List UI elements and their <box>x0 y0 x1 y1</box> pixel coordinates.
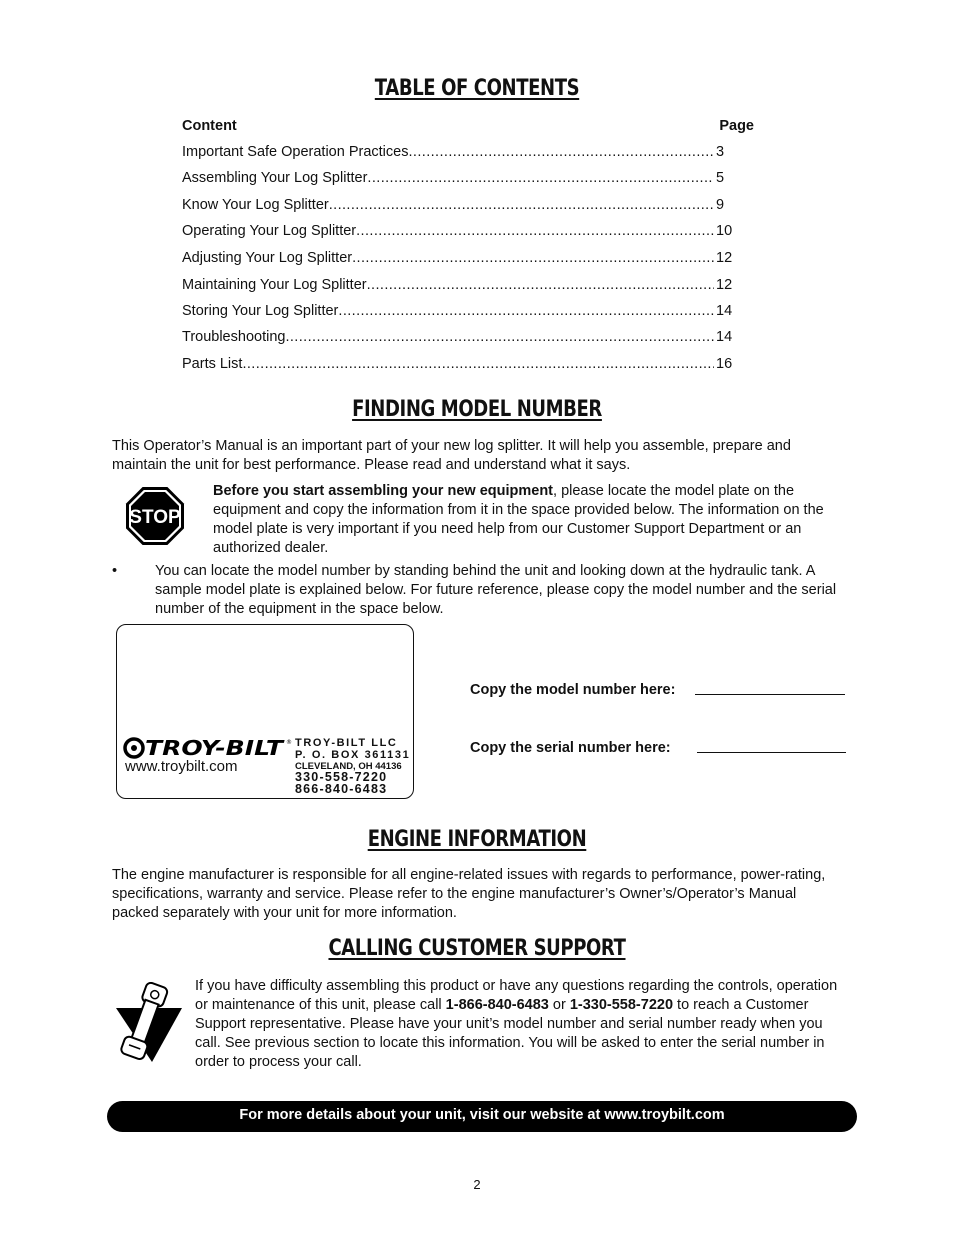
page-number: 2 <box>473 1177 481 1192</box>
toc-entry-title: Troubleshooting <box>182 329 286 345</box>
toc-leader <box>408 144 714 164</box>
toc-entry[interactable] <box>182 277 754 297</box>
toc-col-page: Page <box>719 118 754 134</box>
toc-entry[interactable] <box>182 303 754 323</box>
toc-entry[interactable] <box>182 329 754 349</box>
toc-entry-page: 3 <box>716 144 725 160</box>
toc-entry[interactable] <box>182 197 754 217</box>
toc-leader <box>338 303 714 323</box>
website-banner[interactable]: For more details about your unit, visit our website at www.troybilt.com <box>107 1101 857 1132</box>
stop-label: STOP <box>129 507 181 528</box>
plate-brand: TROY-BILT <box>145 737 285 759</box>
toc-entry[interactable] <box>182 250 754 270</box>
engine-heading: ENGINE INFORMATION <box>367 827 587 852</box>
svg-text:®: ® <box>286 739 292 746</box>
toc-heading: TABLE OF CONTENTS <box>374 76 580 101</box>
bullet-icon: • <box>112 563 118 579</box>
toc-entry-page: 12 <box>716 250 733 266</box>
bullet-text: You can locate the model number by standing behind the unit and looking down at the hydraulic tank. A sample model plate is explained below. For future reference, please copy the model number and the serial number of the equipment in the space below. <box>155 563 837 617</box>
toc-entry[interactable] <box>182 356 754 376</box>
toc-entry-page: 16 <box>716 356 733 372</box>
toc-entry-title: Know Your Log Splitter <box>182 197 329 213</box>
stop-sign-icon <box>125 486 185 546</box>
engine-text: The engine manufacturer is responsible for all engine-related issues with regards to performance, power-rating, specifications, warranty and service. Please refer to the engine manufacturer’s Owner’s/Operator’s Manual packed separately with your unit for more information. <box>112 867 826 921</box>
toc-entry[interactable] <box>182 144 754 164</box>
toc-entry[interactable] <box>182 223 754 243</box>
telephone-icon <box>110 982 186 1064</box>
toc-leader <box>285 329 714 349</box>
model-heading: FINDING MODEL NUMBER <box>352 397 602 422</box>
toc-col-content: Content <box>182 118 237 134</box>
toc-leader <box>356 223 714 243</box>
copy-model-label: Copy the model number here: <box>470 682 676 698</box>
toc-entry-page: 14 <box>716 303 733 319</box>
plate-po-box: P. O. BOX 361131 <box>295 749 411 761</box>
copy-serial-label: Copy the serial number here: <box>470 740 671 756</box>
support-heading: CALLING CUSTOMER SUPPORT <box>328 936 626 961</box>
toc-entry-title: Adjusting Your Log Splitter <box>182 250 353 266</box>
toc-entry-page: 14 <box>716 329 733 345</box>
troy-bilt-logo-icon <box>123 737 295 759</box>
stop-notice <box>213 482 843 558</box>
support-phone-1[interactable]: 1-866-840-6483 <box>445 997 549 1013</box>
model-plate <box>116 624 414 799</box>
toc-leader <box>242 356 714 376</box>
support-phone-2[interactable]: 1-330-558-7220 <box>569 997 674 1013</box>
toc-entry-title: Parts List <box>182 356 243 372</box>
toc-entry-title: Important Safe Operation Practices <box>182 144 409 160</box>
toc-entry-page: 5 <box>716 170 725 186</box>
toc-entry[interactable] <box>182 170 754 190</box>
plate-phone-1: 330-558-7220 <box>295 770 388 784</box>
model-number-field[interactable] <box>695 694 845 695</box>
toc-leader <box>329 197 714 217</box>
toc-entry-title: Maintaining Your Log Splitter <box>182 277 367 293</box>
toc-leader <box>352 250 714 270</box>
stop-notice-bold: Before you start assembling your new equipment <box>213 483 554 499</box>
toc-entry-page: 10 <box>716 223 733 239</box>
stop-notice-text: , please locate the model plate on the equipment and copy the information from it in the space provided below. The information on the model plate is very important if you need help from our Customer Support Department or an authorized dealer. <box>213 483 824 556</box>
plate-website: www.troybilt.com <box>125 758 238 775</box>
toc-entry-page: 12 <box>716 277 733 293</box>
plate-phone-2: 866-840-6483 <box>295 782 388 796</box>
serial-number-field[interactable] <box>697 752 846 753</box>
toc-entry-title: Storing Your Log Splitter <box>182 303 339 319</box>
toc-entry-title: Assembling Your Log Splitter <box>182 170 368 186</box>
toc-entry-page: 9 <box>716 197 725 213</box>
toc-leader <box>367 277 714 297</box>
support-text: If you have difficulty assembling this product or have any questions regarding the controls, operation or maintenance of this unit, please call 1-866-840-6483 or 1-330-558-7220 to reach a Customer Support representative. Please have your unit’s model number and serial number ready when you call. See previous section to locate this information. You will be asked to enter the serial number in order to process your call. <box>195 978 838 1070</box>
toc-entry-title: Operating Your Log Splitter <box>182 223 357 239</box>
model-intro: This Operator’s Manual is an important part of your new log splitter. It will help you assemble, prepare and maintain the unit for best performance. Please read and understand what it says. <box>112 438 791 473</box>
toc-leader <box>367 170 714 190</box>
plate-company: TROY-BILT LLC <box>295 737 398 749</box>
plate-city: CLEVELAND, OH 44136 <box>295 761 402 772</box>
toc-header-row <box>182 118 754 134</box>
